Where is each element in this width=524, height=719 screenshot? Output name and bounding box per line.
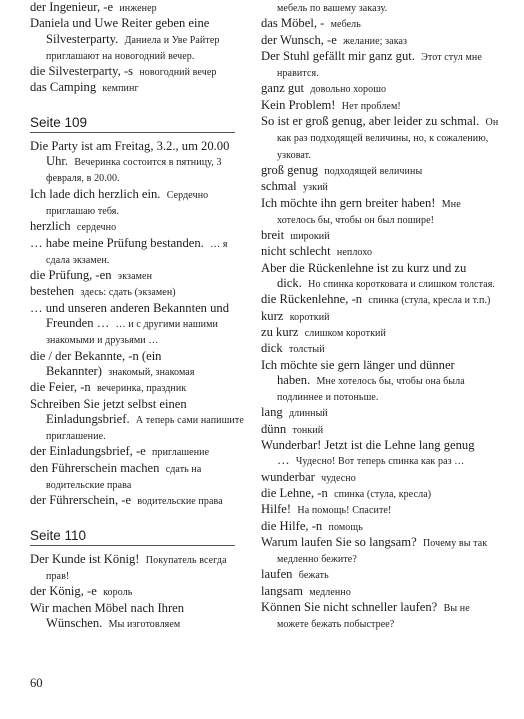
russian-translation: Но спинка коротковата и слишком толстая. (308, 279, 496, 291)
vocab-entry (30, 219, 250, 235)
german-term: ganz gut (261, 81, 305, 96)
german-term: So ist er groß genug, aber leider zu schmal. (261, 114, 480, 129)
russian-translation: здесь: сдать (экзамен) (80, 287, 176, 299)
german-term: … habe meine Prüfung bestanden. (30, 235, 204, 250)
german-term: Warum laufen Sie so langsam? (261, 534, 417, 549)
entry-list (30, 552, 250, 632)
german-term: dick (261, 341, 283, 356)
russian-translation: слишком короткий (304, 327, 386, 339)
vocab-entry (261, 341, 501, 357)
german-term: Der Kunde ist König! (30, 551, 140, 566)
vocab-entry (30, 444, 250, 460)
german-term: die Hilfe, -n (261, 518, 323, 533)
section-heading: Seite 109 (30, 115, 235, 133)
german-term: der Ingenieur, -e (30, 0, 114, 14)
german-term: lang (261, 405, 283, 420)
german-term: schmal (261, 179, 297, 194)
vocab-entry (30, 268, 250, 284)
german-term: Ich möchte sie gern länger und dünner haben. (261, 357, 455, 387)
german-term: nicht schlecht (261, 244, 331, 259)
vocab-entry (261, 16, 501, 32)
russian-translation: Вы не можете бежать побыстрее? (277, 602, 470, 631)
russian-translation: … и с другими нашими знакомыми и друзьями … (46, 319, 219, 347)
russian-translation: широкий (290, 231, 330, 243)
russian-translation: тонкий (292, 424, 324, 436)
russian-translation: Нет проблем! (341, 100, 401, 112)
vocab-entry (261, 292, 501, 308)
german-term: dünn (261, 421, 287, 436)
german-term: der Wunsch, -e (261, 32, 337, 47)
vocab-entry (261, 358, 501, 406)
vocab-entry (261, 33, 501, 49)
russian-translation: Мы изготовляем (108, 618, 181, 630)
german-term: das Möbel, - (261, 16, 325, 31)
vocab-entry (261, 519, 501, 535)
russian-translation: Вечеринка состоится в пятницу, 3 февраля, в 20.00. (46, 157, 222, 185)
german-term: Aber die Rückenlehne ist zu kurz und zu dick. (261, 260, 467, 291)
vocab-entry (30, 461, 250, 494)
vocab-entry (261, 0, 501, 16)
vocab-entry (30, 80, 250, 96)
russian-translation: Чудесно! Вот теперь спинка как раз … (295, 456, 465, 468)
german-term: die Silvesterparty, -s (30, 64, 134, 79)
vocab-entry (30, 349, 250, 381)
section-heading: Seite 110 (30, 528, 235, 546)
russian-translation: подходящей величины (324, 165, 423, 177)
vocab-entry (261, 261, 501, 293)
vocab-entry (30, 493, 250, 509)
vocab-entry (30, 380, 250, 396)
russian-translation: мебель (330, 19, 361, 31)
russian-translation: Он как раз подходящей величины, но, к сожалению, узковат. (277, 117, 499, 161)
german-term: laufen (261, 567, 293, 582)
vocab-entry (261, 163, 501, 179)
vocab-entry (30, 0, 250, 16)
vocab-entry (30, 601, 250, 633)
german-term: Ich möchte ihn gern breiter haben! (261, 195, 436, 210)
vocab-entry (30, 301, 250, 349)
left-column (30, 0, 250, 632)
german-term: die Prüfung, -en (30, 268, 112, 283)
german-term: der Einladungsbrief, -e (30, 444, 146, 459)
russian-translation: На помощь! Спасите! (297, 505, 392, 517)
german-term: langsam (261, 583, 303, 598)
russian-translation: мебель по вашему заказу. (277, 3, 388, 14)
russian-translation: инженер (119, 3, 157, 14)
russian-translation: спинка (стула, кресла и т.п.) (368, 295, 491, 307)
russian-translation: бежать (298, 570, 329, 582)
entry-list (30, 139, 250, 510)
vocab-entry (30, 552, 250, 585)
vocab-entry (261, 244, 501, 260)
vocab-entry (261, 567, 501, 583)
vocab-entry (261, 309, 501, 325)
german-term: Kein Problem! (261, 97, 336, 112)
russian-translation: А теперь сами напишите приглашение. (46, 414, 244, 443)
vocab-entry (30, 139, 250, 187)
german-term: Ich lade dich herzlich ein. (30, 186, 161, 201)
russian-translation: король (103, 587, 133, 599)
russian-translation: Покупатель всегда прав! (46, 554, 227, 582)
russian-translation: Даниела и Уве Райтер приглашают на новогодний вечер. (46, 34, 220, 62)
vocab-entry (30, 64, 250, 80)
german-term: Wir machen Möbel nach Ihren Wünschen. (30, 600, 185, 630)
russian-translation: сдать на водительские права (46, 463, 202, 492)
russian-translation: сердечно (76, 222, 117, 234)
german-term: der Führerschein, -e (30, 493, 132, 508)
german-term: Daniela und Uwe Reiter geben eine Silvesterparty. (30, 16, 210, 46)
german-term: die Lehne, -n (261, 485, 328, 500)
russian-translation: приглашение (152, 447, 210, 459)
russian-translation: помощь (328, 521, 363, 533)
german-term: Können Sie nicht schneller laufen? (261, 599, 438, 614)
vocab-entry (30, 236, 250, 269)
vocab-entry (261, 422, 501, 438)
russian-translation: чудесно (321, 472, 356, 484)
russian-translation: толстый (288, 344, 325, 356)
vocab-entry (261, 486, 501, 502)
vocab-entry (261, 470, 501, 486)
russian-translation: экзамен (117, 271, 153, 283)
vocab-entry (261, 405, 501, 421)
german-term: … und unseren anderen Bekannten und Freunden … (30, 300, 229, 331)
right-column (261, 0, 501, 633)
russian-translation: Почему вы так медленно бежите? (277, 537, 488, 566)
vocab-entry (261, 98, 501, 114)
vocab-entry (261, 438, 501, 470)
russian-translation: узкий (302, 182, 328, 194)
vocab-entry (261, 325, 501, 341)
german-term: wunderbar (261, 469, 315, 484)
russian-translation: знакомый, знакомая (108, 366, 195, 378)
vocab-entry (30, 284, 250, 300)
russian-translation: Этот стул мне нравится. (277, 51, 482, 80)
russian-translation: медленно (309, 586, 351, 598)
russian-translation: довольно хорошо (310, 84, 387, 96)
german-term: den Führerschein machen (30, 460, 160, 475)
german-term: Schreiben Sie jetzt selbst einen Einladungsbrief. (30, 396, 187, 426)
page-number: 60 (30, 676, 43, 690)
russian-translation: водительские права (137, 496, 223, 508)
vocab-entry (261, 114, 501, 163)
vocab-entry (30, 16, 250, 64)
german-term: breit (261, 228, 285, 243)
german-term: Wunderbar! Jetzt ist die Lehne lang genug … (261, 438, 475, 468)
german-term: das Camping (30, 80, 97, 95)
vocab-entry (261, 196, 501, 229)
russian-translation: длинный (288, 408, 328, 420)
vocab-entry (261, 179, 501, 195)
vocab-entry (261, 228, 501, 244)
german-term: bestehen (30, 284, 75, 299)
russian-translation: … я сдала экзамен. (46, 238, 228, 266)
russian-translation: Мне хотелось бы, чтобы он был пошире! (277, 198, 461, 226)
russian-translation: новогодний вечер (139, 67, 217, 79)
russian-translation: вечеринка, праздник (97, 383, 187, 395)
russian-translation: короткий (289, 311, 330, 323)
german-term: die Rückenlehne, -n (261, 292, 363, 307)
german-term: die Feier, -n (30, 380, 91, 395)
german-term: zu kurz (261, 324, 299, 339)
german-term: Der Stuhl gefällt mir ganz gut. (261, 48, 415, 63)
vocab-entry (261, 81, 501, 97)
vocab-entry (261, 502, 501, 518)
german-term: Hilfe! (261, 502, 292, 517)
entry-list (261, 0, 501, 633)
german-term: groß genug (261, 162, 319, 177)
russian-translation: спинка (стула, кресла) (334, 488, 432, 500)
russian-translation: Сердечно приглашаю тебя. (46, 189, 209, 217)
german-term: die / der Bekannte, -n (ein Bekannter) (30, 348, 162, 378)
vocab-entry (261, 49, 501, 82)
vocab-entry (30, 187, 250, 220)
german-term: kurz (261, 308, 284, 323)
vocab-entry (261, 600, 501, 633)
german-term: der König, -e (30, 584, 97, 599)
german-term: herzlich (30, 219, 71, 234)
russian-translation: кемпинг (102, 83, 139, 95)
vocab-entry (30, 584, 250, 600)
vocab-entry (261, 584, 501, 600)
russian-translation: неплохо (336, 247, 373, 259)
vocab-entry (30, 397, 250, 445)
russian-translation: желание; заказ (343, 35, 408, 47)
vocab-entry (261, 535, 501, 568)
german-term: Die Party ist am Freitag, 3.2., um 20.00 Uhr. (30, 138, 230, 169)
russian-translation: Мне хотелось бы, чтобы она была подлиннее и потоньше. (277, 375, 465, 404)
entry-list (30, 0, 250, 97)
